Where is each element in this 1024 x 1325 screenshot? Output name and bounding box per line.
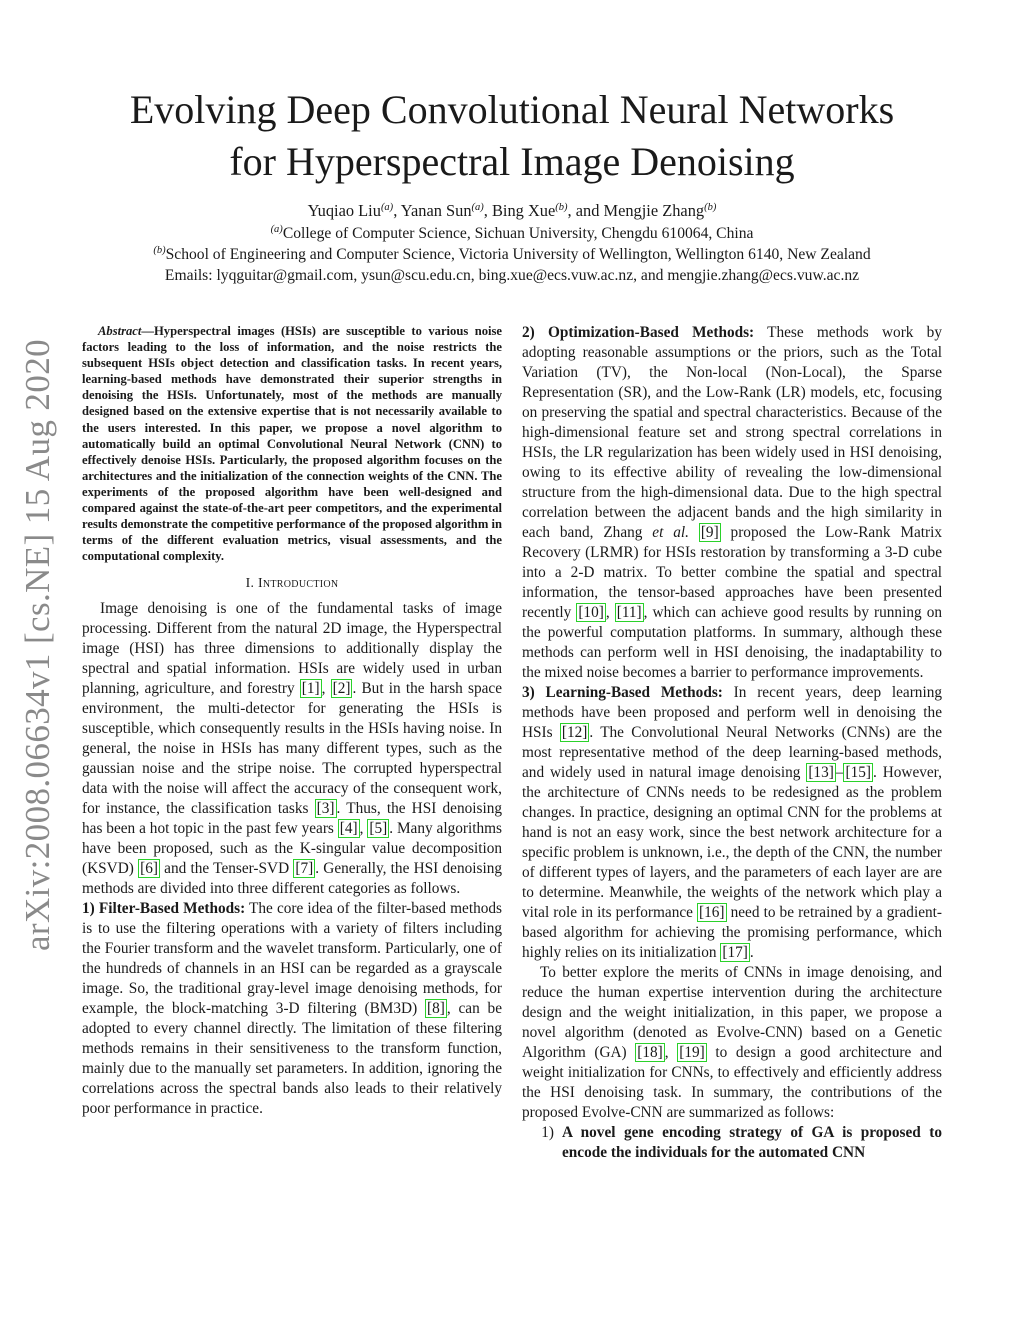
right-column [522, 323, 942, 1163]
author-1: Yuqiao Liu [307, 201, 381, 220]
paragraph-heading: 1) Filter-Based Methods: [82, 900, 246, 918]
contribution-text: A novel gene encoding strategy of GA is proposed to encode the individuals for the automated CNN [562, 1124, 942, 1161]
citation-link[interactable]: [2] [332, 680, 351, 698]
paragraph-heading: 2) Optimization-Based Methods: [522, 324, 755, 341]
abstract-text: —Hyperspectral images (HSIs) are susceptible to various noise factors leading to the loss of information, and the noise restricts the subsequent HSIs object detection and classification tasks. In recent years, learning-based methods have demonstrated their superior strengths in denoising the HSIs. Unfortunately, most of the methods are manually designed based on the extensive expertise that is not necessarily available to the users interested. In this paper, we propose a novel algorithm to automatically build an optimal Convolutional Neural Network (CNN) to effectively denoise HSIs. Particularly, the proposed algorithm focuses on the architectures and the initialization of the connection weights of the CNN. The experiments of the proposed algorithm have been well-designed and compared against the state-of-the-art peer competitors, and the experimental results demonstrate the competitive performance of the proposed algorithm in terms of the different evaluation metrics, visual assessments, and the computational complexity. [82, 324, 502, 564]
paragraph-text: To better explore the merits of CNNs in image denoising, and reduce the human expertise intervention during the architecture design and the weight initialization, in this paper, we propose a novel algorithm (denoted as Evolve-CNN) based on a Genetic Algorithm (GA) [522, 964, 942, 1061]
affiliation-b-mark: (b) [153, 245, 166, 256]
paragraph-text: – [835, 764, 844, 781]
paragraph-text: need to be retrained by a gradient-based algorithm for achieving the promising performance, which highly relies on its initialization [522, 904, 942, 961]
affiliation-b [40, 244, 984, 265]
paragraph-heading: 3) Learning-Based Methods: [522, 684, 723, 701]
section-heading-introduction [82, 573, 502, 593]
paragraph-text: The core idea of the filter-based methods is to use the filtering operations with a variety of filters including the Fourier transform and the wavelet transform. Particularly, one of the hundreds of channels in an HSI can be regarded as a grayscale image. So, the traditional gray-level image denoising methods, for example, the block-matching 3-D filtering (BM3D) [82, 900, 502, 1018]
paragraph-text: , [359, 820, 368, 838]
left-column [82, 323, 502, 1119]
paragraph-text: . Thus, the HSI denoising has been a hot topic in the past few years [82, 800, 502, 838]
citation-link[interactable]: [19] [679, 1044, 705, 1061]
paragraph-text: These methods work by adopting reasonable assumptions or the priors, such as the Total Variation (TV), the Non-local (Non-Local), the Sparse Representation (SR), and the Low-Rank (LR) models, etc, focusing on preserving the spatial and spectral characteristics. Because of the high-dimensional feature set and strong spectral correlations in HSIs, the LR regularization has been widely used in HSI denoising, owing to its effective ability of revealing the low-dimensional structure from the high-dimensional data. Due to the high spectral correlation between the adjacent bands and the high similarity in each band, Zhang [522, 324, 942, 541]
author-list: Yuqiao Liu$^{(a)}$, Yanan Sun$^{(a)}$, Bing Xue$^{(b)}$, and Mengjie Zhang$^{(b)}$ [307, 201, 717, 220]
contribution-item-1 [522, 1123, 942, 1163]
citation-link[interactable]: [10] [578, 604, 604, 621]
author-1-affiliation-mark: (a) [380, 202, 394, 213]
title-line-1: Evolving Deep Convolutional Neural Networks [129, 87, 895, 132]
paragraph-text: , [321, 680, 331, 698]
paragraph-text: and the Tenser-SVD [159, 860, 294, 878]
et-al: et al. [652, 524, 689, 541]
affiliation-a [40, 223, 984, 244]
citation-link[interactable]: [7] [295, 860, 314, 878]
author-2: Yanan Sun [400, 201, 472, 220]
citation-link[interactable]: [11] [616, 604, 642, 621]
filter-based-methods-paragraph [82, 899, 502, 1119]
citation-link[interactable]: [1] [301, 680, 320, 698]
paragraph-text: , can be adopted to every channel directly. The limitation of these filtering methods remains in their sensitiveness to the transform function, mainly due to the manually set parameters. In addition, ignoring the correlations across the spectral bands also leads to their relatively poor performance in practice. [82, 1000, 502, 1118]
learning-based-methods-paragraph [522, 683, 942, 963]
citation-link[interactable]: [9] [700, 524, 719, 541]
paragraph-text: , [605, 604, 615, 621]
affiliation-a-mark: (a) [270, 224, 283, 235]
author-2-affiliation-mark: (a) [471, 202, 484, 213]
citation-link[interactable]: [8] [427, 1000, 445, 1018]
abstract [82, 323, 502, 564]
proposal-paragraph [522, 963, 942, 1123]
paragraph-text: . Generally, the HSI denoising methods are divided into three different categories as follows. [82, 860, 502, 898]
arxiv-identifier: arXiv:2008.06634v1 [cs.NE] 15 Aug 2020 [18, 338, 57, 952]
paragraph-text: to design a good architecture and weight initialization for CNNs, to effectively and efficiently address the HSI denoising task. In summary, the contributions of the proposed Evolve-CNN are summarized as follows: [522, 1044, 942, 1121]
author-3: Bing Xue [491, 201, 556, 220]
citation-link[interactable]: [4] [339, 820, 358, 838]
citation-link[interactable]: [18] [637, 1044, 663, 1061]
citation-link[interactable]: [5] [369, 820, 388, 838]
citation-link[interactable]: [3] [316, 800, 335, 818]
paragraph-text: . But in the harsh space environment, the multi-detector for generating the HSIs is susceptible, which consequently results in the HSIs having noise. In general, the noise in HSIs has many different types, such as the gaussian noise and the stripe noise. The corrupted hyperspectral data with the noise will affect the accuracy of the consequent work, for instance, the classification tasks [82, 680, 502, 818]
author-emails: Emails: lyqguitar@gmail.com, ysun@scu.edu.cn, bing.xue@ecs.vuw.ac.nz, and mengjie.zhang@ecs.vuw.ac.nz [164, 267, 860, 284]
section-number: I. [245, 575, 255, 591]
paragraph-text: proposed the Low-Rank Matrix Recovery (LRMR) for HSIs restoration by transforming a 3-D cube into a 2-D matrix. To better combine the spatial and spectral information, the tensor-based approaches have been presented recently [522, 524, 942, 621]
paragraph-text [689, 524, 699, 541]
citation-link[interactable]: [16] [699, 904, 725, 921]
paragraph-text: , which can achieve good results by running on the powerful computation platforms. In summary, although these methods can perform well in HSI denoising, the inadaptability to the mixed noise becomes a barrier to performance improvements. [522, 604, 942, 681]
paragraph-text: . [749, 944, 754, 961]
paragraph-text: . Many algorithms have been proposed, such as the K-singular value decomposition (KSVD) [82, 820, 502, 878]
author-4: and Mengjie Zhang [575, 201, 705, 220]
paper-title [60, 84, 964, 188]
optimization-based-methods-paragraph [522, 323, 942, 683]
paragraph-text: . However, the architecture of CNNs needs to be redesigned as the problem changes. In practice, designing an optimal CNN for the problems at hand is not an easy work, since the best network architecture for a specific problem is unknown, i.e., the depth of the CNN, the number of different types of layers, and the parameters of each layer are are to determine. Meanwhile, the weights of the network which play a vital role in its performance [522, 764, 942, 921]
author-4-affiliation-mark: (b) [704, 202, 717, 213]
author-block [40, 200, 984, 286]
affiliation-a-text: College of Computer Science, Sichuan University, Chengdu 610064, China [282, 225, 754, 242]
citation-link[interactable]: [13] [808, 764, 834, 781]
affiliation-b-text: School of Engineering and Computer Science, Victoria University of Wellington, Wellington 6140, New Zealand [165, 246, 871, 263]
title-line-2: for Hyperspectral Image Denoising [229, 139, 795, 184]
paragraph-text: In recent years, deep learning methods have been proposed and perform well in denoising the HSIs [522, 684, 942, 741]
paragraph-text: . The Convolutional Neural Networks (CNNs) are the most representative method of the deep learning-based methods, and widely used in natural image denoising [522, 724, 942, 781]
paragraph-text: , [664, 1044, 678, 1061]
section-title: Introduction [257, 575, 339, 591]
citation-link[interactable]: [15] [845, 764, 871, 781]
citation-link[interactable]: [17] [722, 944, 748, 961]
paragraph-text: Image denoising is one of the fundamental tasks of image processing. Different from the natural 2D image, the Hyperspectral image (HSI) has three dimensions to additionally display the spectral and spatial information. HSIs are widely used in urban planning, agriculture, and forestry [82, 600, 502, 698]
contribution-number: 1) [541, 1124, 554, 1141]
author-3-affiliation-mark: (b) [555, 202, 568, 213]
citation-link[interactable]: [6] [140, 860, 158, 878]
citation-link[interactable]: [12] [561, 724, 588, 741]
abstract-label: Abstract [98, 324, 142, 338]
arxiv-side-stamp [8, 338, 68, 952]
intro-paragraph-1 [82, 599, 502, 899]
